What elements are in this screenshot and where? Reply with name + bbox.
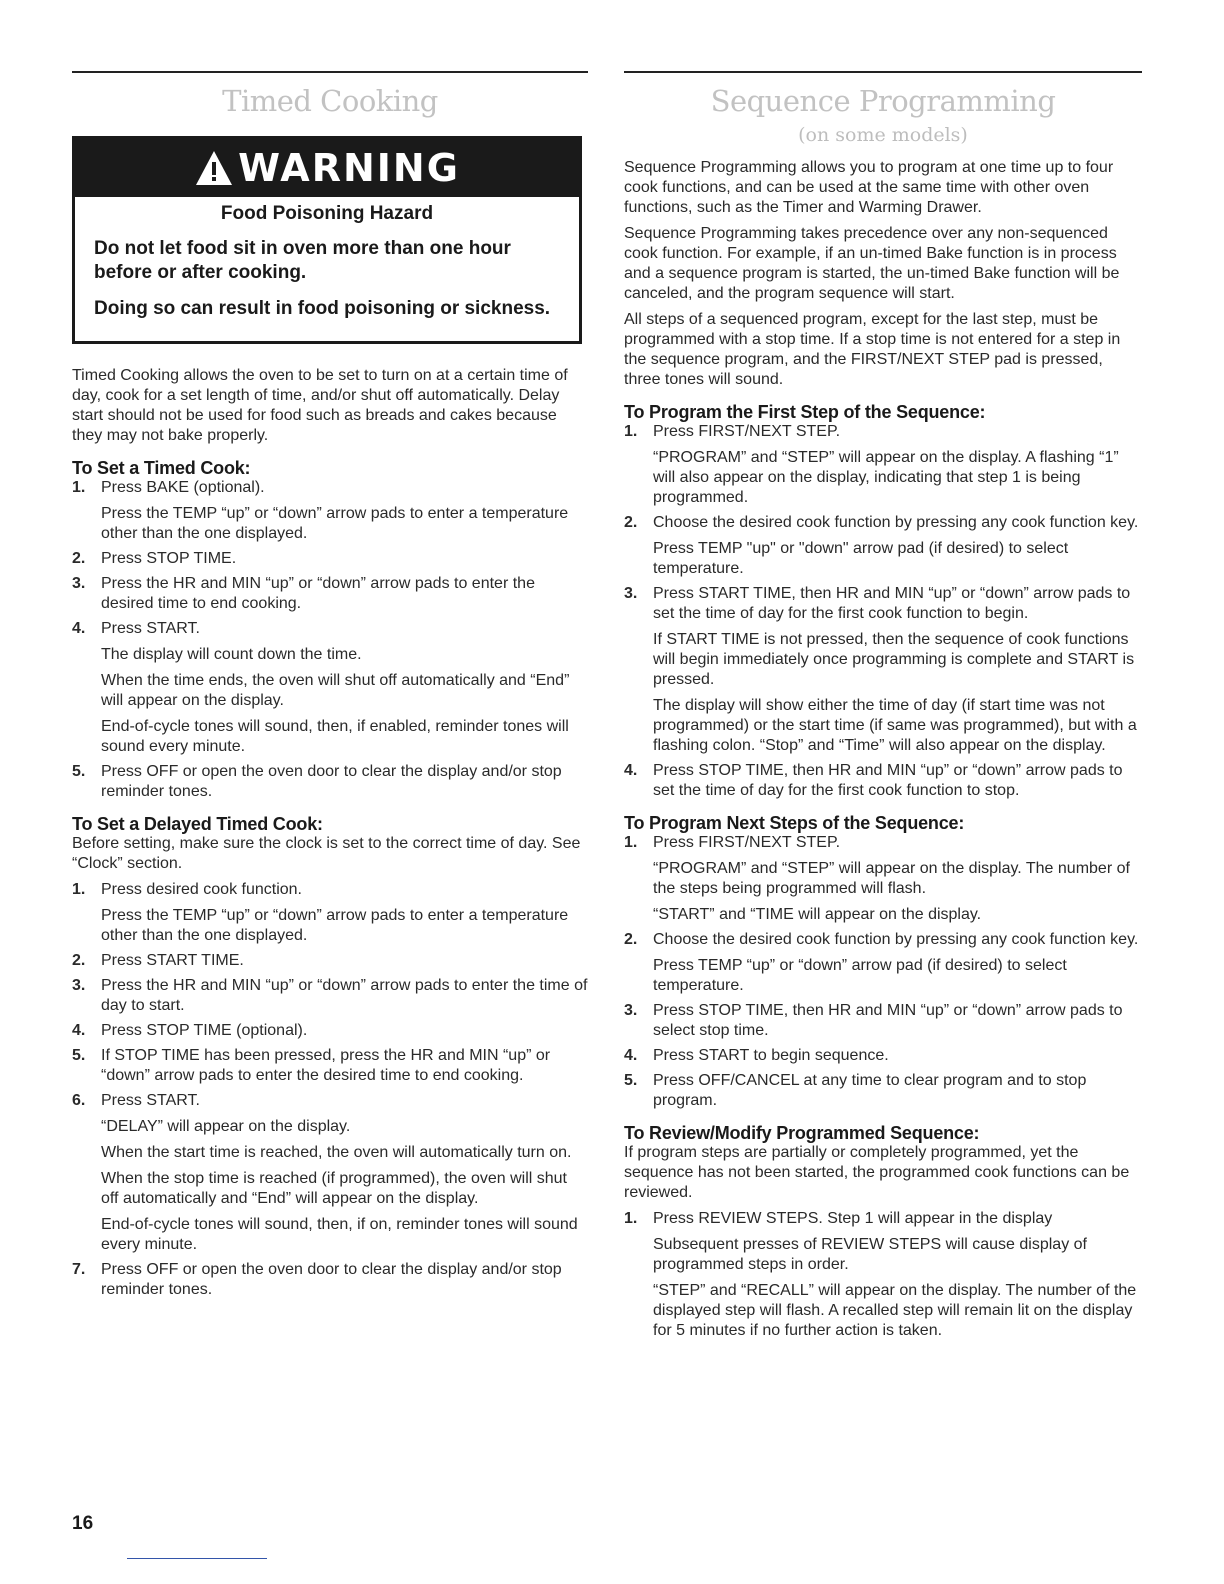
step-number: 1. bbox=[72, 881, 86, 898]
step-number: 4. bbox=[624, 762, 638, 779]
warning-label: WARNING bbox=[238, 146, 460, 190]
step-number: 3. bbox=[624, 585, 638, 602]
step-list bbox=[72, 478, 588, 802]
page-number: 16 bbox=[72, 1513, 94, 1534]
step-item bbox=[72, 951, 588, 971]
step-number: 1. bbox=[624, 423, 638, 440]
step-text: Press START TIME, then HR and MIN “up” or “down” arrow pads to set the time of day for the first cook function to begin. bbox=[653, 585, 1131, 622]
step-text: Press desired cook function. bbox=[101, 881, 302, 898]
step-number: 2. bbox=[72, 952, 86, 969]
step-number: 1. bbox=[72, 479, 86, 496]
step-item bbox=[624, 1071, 1142, 1111]
step-item bbox=[72, 1260, 588, 1300]
step-item bbox=[624, 833, 1142, 925]
step-text: Press the HR and MIN “up” or “down” arrow pads to enter the time of day to start. bbox=[101, 977, 588, 1014]
step-note: The display will show either the time of day (if start time was not programmed) or the start time (if same was programmed), but with a flashing colon. “Stop” and “Time” will also appear on the display. bbox=[653, 697, 1137, 754]
step-number: 1. bbox=[624, 1210, 638, 1227]
top-rule bbox=[624, 71, 1142, 73]
warning-header bbox=[75, 139, 579, 197]
step-number: 6. bbox=[72, 1092, 86, 1109]
step-note: When the time ends, the oven will shut off automatically and “End” will appear on the display. bbox=[101, 672, 570, 709]
step-note: Press the TEMP “up” or “down” arrow pads to enter a temperature other than the one displayed. bbox=[101, 505, 569, 542]
step-item bbox=[72, 478, 588, 544]
step-number: 5. bbox=[624, 1072, 638, 1089]
top-rule bbox=[72, 71, 588, 73]
left-body bbox=[72, 366, 588, 1305]
step-note: The display will count down the time. bbox=[101, 646, 362, 663]
step-item bbox=[72, 619, 588, 757]
bottom-rule bbox=[127, 1558, 267, 1559]
step-list bbox=[72, 880, 588, 1300]
warning-box bbox=[72, 136, 582, 344]
step-text: Press BAKE (optional). bbox=[101, 479, 265, 496]
step-text: Press STOP TIME, then HR and MIN “up” or “down” arrow pads to select stop time. bbox=[653, 1002, 1123, 1039]
step-number: 4. bbox=[624, 1047, 638, 1064]
hazard-title: Food Poisoning Hazard bbox=[220, 203, 434, 224]
step-number: 3. bbox=[624, 1002, 638, 1019]
warning-triangle-icon bbox=[194, 148, 234, 188]
intro-paragraph: All steps of a sequenced program, except for the last step, must be programmed with a stop time. If a stop time is not entered for a step in the sequence program, and the FIRST/NEXT STEP pad is pressed, three tones will sound. bbox=[624, 311, 1121, 388]
step-note: “START” and “TIME will appear on the display. bbox=[653, 906, 982, 923]
step-text: Press the HR and MIN “up” or “down” arrow pads to enter the desired time to end cooking. bbox=[101, 575, 535, 612]
section-heading: To Program the First Step of the Sequence: bbox=[624, 402, 986, 422]
step-text: Press STOP TIME. bbox=[101, 550, 237, 567]
step-item bbox=[72, 1091, 588, 1255]
warning-text-1: Do not let food sit in oven more than one hour before or after cooking. bbox=[94, 238, 511, 283]
section-title: Sequence Programming bbox=[710, 84, 1056, 118]
step-item bbox=[624, 422, 1142, 508]
step-item bbox=[72, 1046, 588, 1086]
section-heading: To Set a Timed Cook: bbox=[72, 458, 251, 478]
step-number: 5. bbox=[72, 1047, 86, 1064]
step-text: Press STOP TIME, then HR and MIN “up” or “down” arrow pads to set the time of day for the first cook function to stop. bbox=[653, 762, 1123, 799]
step-item bbox=[624, 584, 1142, 756]
step-item bbox=[624, 1001, 1142, 1041]
intro-paragraph: Sequence Programming takes precedence over any non-sequenced cook function. For example, if an un-timed Bake function is in process and a sequence program is started, the un-timed Bake function will be canceled, and the program sequence will start. bbox=[624, 225, 1120, 302]
section-intro: If program steps are partially or completely programmed, yet the sequence has not been started, the programmed cook functions can be reviewed. bbox=[624, 1144, 1130, 1201]
step-text: Press FIRST/NEXT STEP. bbox=[653, 423, 841, 440]
step-text: Press START to begin sequence. bbox=[653, 1047, 889, 1064]
step-text: Choose the desired cook function by pressing any cook function key. bbox=[653, 931, 1139, 948]
step-note: If START TIME is not pressed, then the sequence of cook functions will begin immediately once programming is complete and START is pressed. bbox=[653, 631, 1135, 688]
intro-paragraph: Sequence Programming allows you to program at one time up to four cook functions, and can be used at the same time with other oven functions, such as the Timer and Warming Drawer. bbox=[624, 159, 1114, 216]
step-item bbox=[72, 976, 588, 1016]
step-text: Press START. bbox=[101, 1092, 200, 1109]
step-number: 1. bbox=[624, 834, 638, 851]
step-number: 2. bbox=[72, 550, 86, 567]
step-note: End-of-cycle tones will sound, then, if on, reminder tones will sound every minute. bbox=[101, 1216, 578, 1253]
section-heading: To Program Next Steps of the Sequence: bbox=[624, 813, 965, 833]
step-note: Subsequent presses of REVIEW STEPS will cause display of programmed steps in order. bbox=[653, 1236, 1087, 1273]
intro-paragraph: Timed Cooking allows the oven to be set to turn on at a certain time of day, cook for a set length of time, and/or shut off automatically. Delay start should not be used for food such as breads and cakes because they may not bake properly. bbox=[72, 367, 568, 444]
step-text: Press STOP TIME (optional). bbox=[101, 1022, 308, 1039]
step-number: 5. bbox=[72, 763, 86, 780]
step-item bbox=[72, 762, 588, 802]
step-item bbox=[72, 549, 588, 569]
step-text: Choose the desired cook function by pressing any cook function key. bbox=[653, 514, 1139, 531]
step-item bbox=[624, 1209, 1142, 1341]
step-note: When the start time is reached, the oven will automatically turn on. bbox=[101, 1144, 572, 1161]
step-item bbox=[72, 1021, 588, 1041]
step-list bbox=[624, 1209, 1142, 1341]
step-note: “PROGRAM” and “STEP” will appear on the display. A flashing “1” will also appear on the display, indicating that step 1 is being programmed. bbox=[653, 449, 1119, 506]
right-body bbox=[624, 158, 1142, 1346]
step-number: 2. bbox=[624, 514, 638, 531]
step-item bbox=[624, 513, 1142, 579]
step-text: Press FIRST/NEXT STEP. bbox=[653, 834, 841, 851]
step-text: Press OFF or open the oven door to clear the display and/or stop reminder tones. bbox=[101, 1261, 562, 1298]
step-item bbox=[72, 574, 588, 614]
step-number: 4. bbox=[72, 620, 86, 637]
step-note: End-of-cycle tones will sound, then, if enabled, reminder tones will sound every minute. bbox=[101, 718, 569, 755]
step-note: Press TEMP "up" or "down" arrow pad (if desired) to select temperature. bbox=[653, 540, 1069, 577]
step-number: 4. bbox=[72, 1022, 86, 1039]
section-subtitle: (on some models) bbox=[798, 124, 968, 146]
section-heading: To Set a Delayed Timed Cook: bbox=[72, 814, 323, 834]
step-text: Press OFF or open the oven door to clear the display and/or stop reminder tones. bbox=[101, 763, 562, 800]
step-note: Press the TEMP “up” or “down” arrow pads to enter a temperature other than the one displayed. bbox=[101, 907, 569, 944]
step-text: Press START. bbox=[101, 620, 200, 637]
step-text: Press START TIME. bbox=[101, 952, 244, 969]
step-item bbox=[624, 930, 1142, 996]
step-number: 7. bbox=[72, 1261, 86, 1278]
step-note: When the stop time is reached (if programmed), the oven will shut off automatically and “End” will appear on the display. bbox=[101, 1170, 567, 1207]
step-note: Press TEMP “up” or “down” arrow pad (if desired) to select temperature. bbox=[653, 957, 1067, 994]
step-number: 3. bbox=[72, 977, 86, 994]
step-item bbox=[624, 761, 1142, 801]
step-note: “DELAY” will appear on the display. bbox=[101, 1118, 351, 1135]
warning-text-2: Doing so can result in food poisoning or sickness. bbox=[94, 298, 551, 319]
step-text: Press REVIEW STEPS. Step 1 will appear in the display bbox=[653, 1210, 1053, 1227]
section-title: Timed Cooking bbox=[222, 84, 438, 118]
section-intro: Before setting, make sure the clock is set to the correct time of day. See “Clock” section. bbox=[72, 835, 581, 872]
step-note: “PROGRAM” and “STEP” will appear on the display. The number of the steps being programmed will flash. bbox=[653, 860, 1130, 897]
step-list bbox=[624, 833, 1142, 1111]
step-item bbox=[624, 1046, 1142, 1066]
step-number: 2. bbox=[624, 931, 638, 948]
step-list bbox=[624, 422, 1142, 801]
step-number: 3. bbox=[72, 575, 86, 592]
step-note: “STEP” and “RECALL” will appear on the display. The number of the displayed step will flash. A recalled step will remain lit on the display for 5 minutes if no further action is taken. bbox=[653, 1282, 1137, 1339]
step-item bbox=[72, 880, 588, 946]
section-heading: To Review/Modify Programmed Sequence: bbox=[624, 1123, 980, 1143]
step-text: If STOP TIME has been pressed, press the HR and MIN “up” or “down” arrow pads to enter the desired time to end cooking. bbox=[101, 1047, 551, 1084]
step-text: Press OFF/CANCEL at any time to clear program and to stop program. bbox=[653, 1072, 1087, 1109]
